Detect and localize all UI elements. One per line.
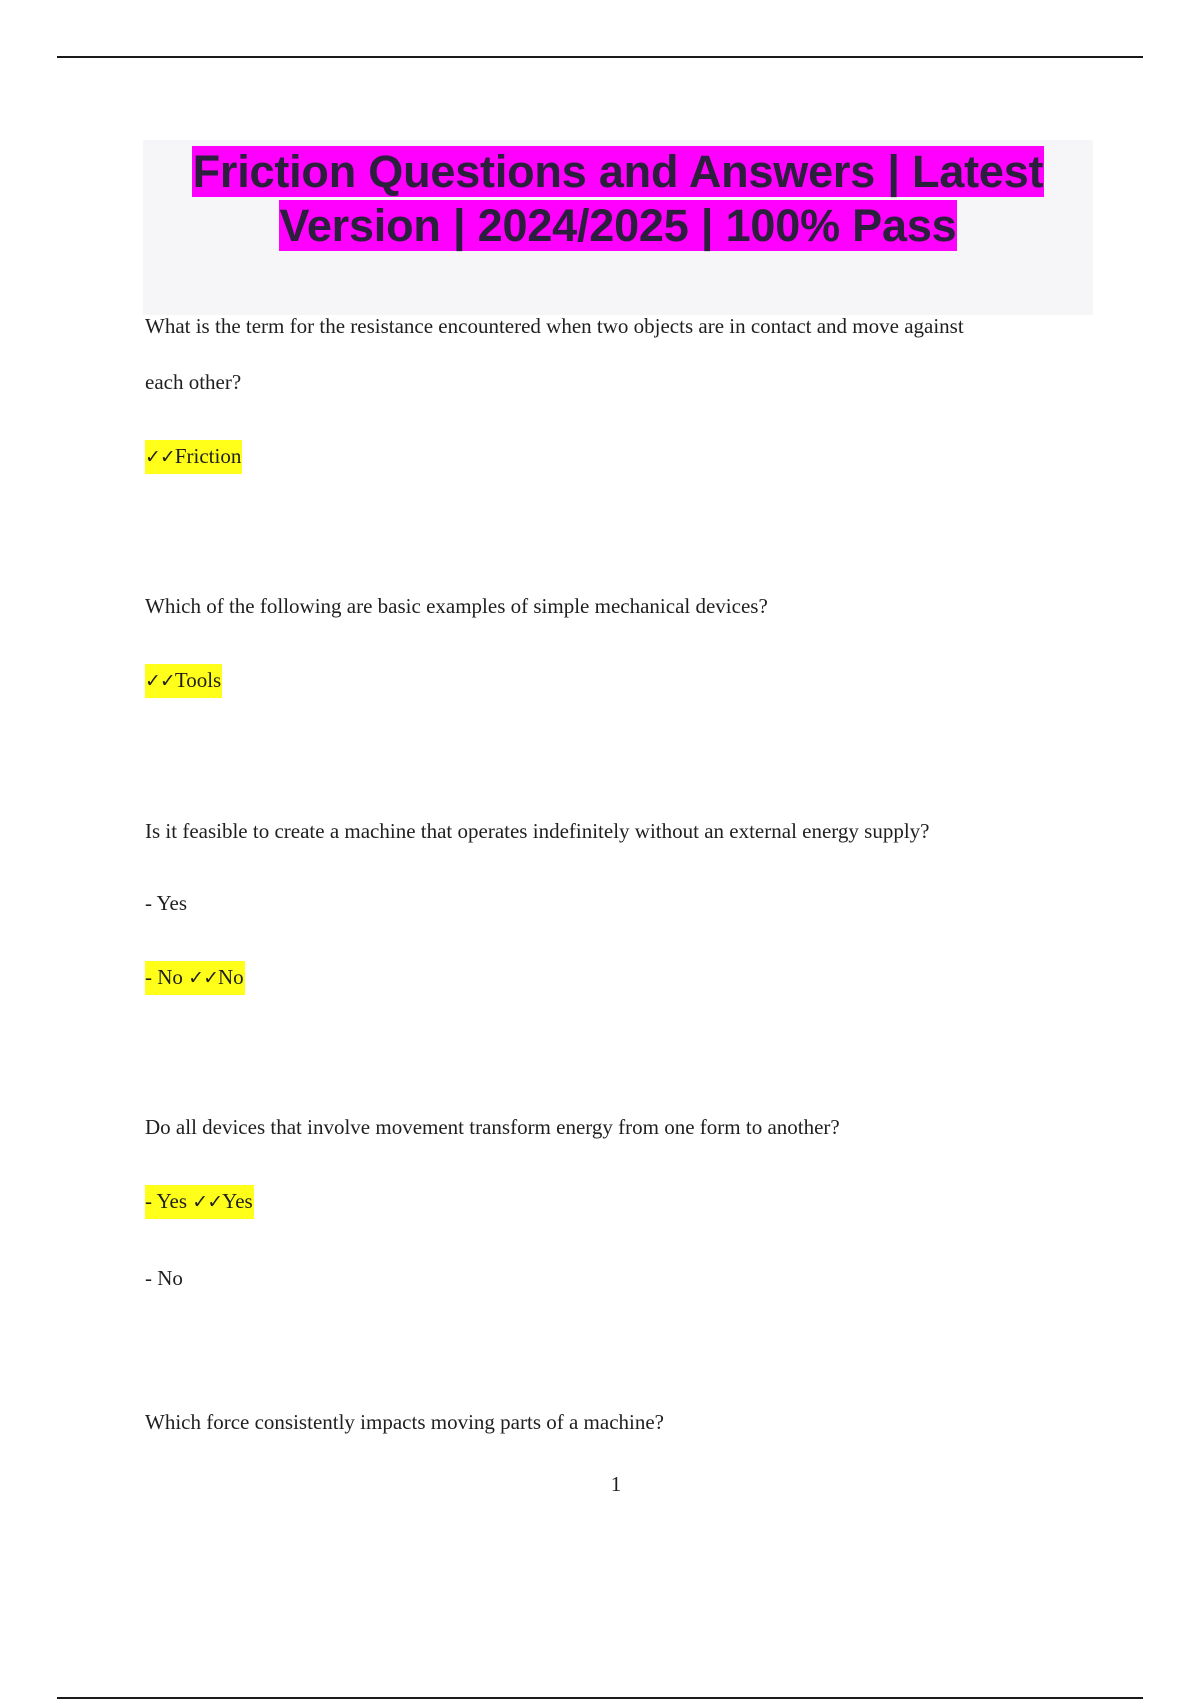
title-line-2: Version | 2024/2025 | 100% Pass	[279, 200, 957, 251]
question-1-line-2: each other?	[145, 370, 242, 394]
question-3-option-yes: - Yes	[145, 891, 188, 915]
checkmark-icon: ✓✓	[145, 446, 175, 468]
question-4-option-no: - No	[145, 1266, 183, 1290]
question-5: Which force consistently impacts moving parts of a machine?	[145, 1410, 665, 1434]
option-yes-label: - Yes	[145, 1189, 193, 1213]
question-2: Which of the following are basic examples of simple mechanical devices?	[145, 594, 768, 618]
title-line-1: Friction Questions and Answers | Latest	[192, 146, 1044, 197]
answer-1	[145, 443, 242, 470]
checkmark-icon: ✓✓	[192, 1191, 223, 1213]
checkmark-icon: ✓✓	[188, 967, 219, 989]
answer-2-text: Tools	[174, 668, 222, 692]
answer-4-text: Yes	[222, 1189, 253, 1213]
header-rule	[57, 56, 1143, 58]
answer-highlight	[145, 664, 222, 698]
question-3-option-no	[145, 964, 245, 991]
option-no-label: - No	[145, 965, 189, 989]
question-4-option-yes	[145, 1188, 254, 1215]
checkmark-icon: ✓✓	[145, 670, 175, 692]
page-number: 1	[610, 1472, 622, 1496]
title-block	[143, 140, 1093, 315]
answer-highlight	[145, 1185, 254, 1219]
question-3: Is it feasible to create a machine that operates indefinitely without an external energy supply?	[145, 819, 930, 843]
question-1-line-1: What is the term for the resistance encountered when two objects are in contact and move against	[145, 314, 964, 338]
answer-2	[145, 667, 222, 694]
document-title	[143, 145, 1093, 253]
answer-3-text: No	[218, 965, 244, 989]
answer-highlight	[145, 961, 245, 995]
answer-1-text: Friction	[174, 444, 242, 468]
footer-rule	[57, 1697, 1143, 1699]
question-4: Do all devices that involve movement transform energy from one form to another?	[145, 1115, 840, 1139]
answer-highlight	[145, 440, 242, 474]
